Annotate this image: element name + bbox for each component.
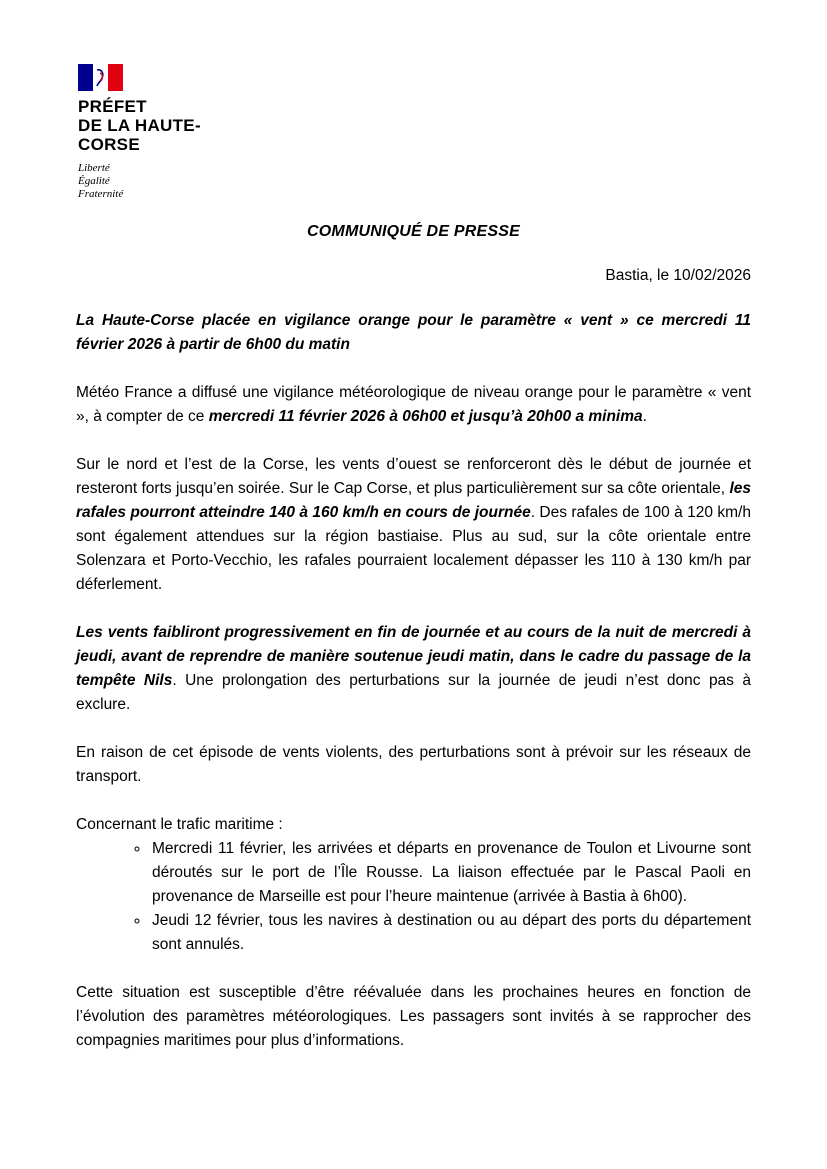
prefecture-logo (78, 64, 751, 201)
marianne-profile-icon (94, 66, 107, 89)
french-flag-icon (78, 64, 123, 91)
motto-line: Égalité (78, 175, 110, 187)
prefecture-name-line: PRÉFET (78, 97, 147, 116)
paragraph-vigilance: Météo France a diffusé une vigilance météorologique de niveau orange pour le paramètre « vent », à compter de ce mercredi 11 février 2026 à 06h00 et jusqu’à 20h00 a minima. (76, 384, 751, 425)
maritime-bullet-list (76, 837, 751, 957)
paragraph-maritime-intro: Concernant le trafic maritime : (76, 816, 283, 833)
flag-white-stripe (93, 64, 108, 91)
prefecture-name-line: DE LA HAUTE- (78, 116, 201, 135)
flag-blue-stripe (78, 64, 93, 91)
flag-red-stripe (108, 64, 123, 91)
motto-line: Fraternité (78, 188, 124, 200)
paragraph-accalmie: Les vents faibliront progressivement en fin de journée et au cours de la nuit de mercredi à jeudi, avant de reprendre de manière soutenue jeudi matin, dans le cadre du passage de la tempête Nils. Une prolongation des perturbations sur la journée de jeudi n’est donc pas à exclure. (76, 624, 752, 713)
paragraph-vents: Sur le nord et l’est de la Corse, les vents d’ouest se renforceront dès le début de journée et resteront forts jusqu’en soirée. Sur le Cap Corse, et plus particulièrement sur sa côte orientale, les rafales pourront atteindre 140 à 160 km/h en cours de journée. Des rafales de 100 à 120 km/h sont également attendues sur la région bastiaise. Plus au sud, sur la côte orientale entre Solenzara et Porto-Vecchio, les rafales pourraient localement dépasser les 110 à 130 km/h par déferlement. (76, 456, 751, 593)
paragraph-lead: La Haute-Corse placée en vigilance orange pour le paramètre « vent » ce mercredi 11 février 2026 à partir de 6h00 du matin (76, 312, 751, 353)
list-item-jeudi: ◦ Jeudi 12 février, tous les navires à destination ou au départ des ports du département sont annulés. (150, 909, 751, 957)
prefecture-name (78, 97, 751, 154)
paragraph-transport: En raison de cet épisode de vents violents, des perturbations sont à prévoir sur les réseaux de transport. (76, 744, 751, 785)
motto-line: Liberté (78, 162, 110, 174)
dateline: Bastia, le 10/02/2026 (605, 267, 751, 284)
document-title: COMMUNIQUÉ DE PRESSE (307, 223, 520, 240)
list-item-mercredi: ◦ Mercredi 11 février, les arrivées et départs en provenance de Toulon et Livourne sont déroutés sur le port de l’Île Rousse. La liaison effectuée par le Pascal Paoli en provenance de Marseille est pour l’heure maintenue (arrivée à Bastia à 6h00). (150, 837, 751, 909)
paragraph-conclusion: Cette situation est susceptible d’être réévaluée dans les prochaines heures en fonction de l’évolution des paramètres météorologiques. Les passagers sont invités à se rapprocher des compagnies maritimes pour plus d’informations. (76, 984, 751, 1049)
republic-motto (78, 162, 751, 201)
prefecture-name-line: CORSE (78, 135, 140, 154)
